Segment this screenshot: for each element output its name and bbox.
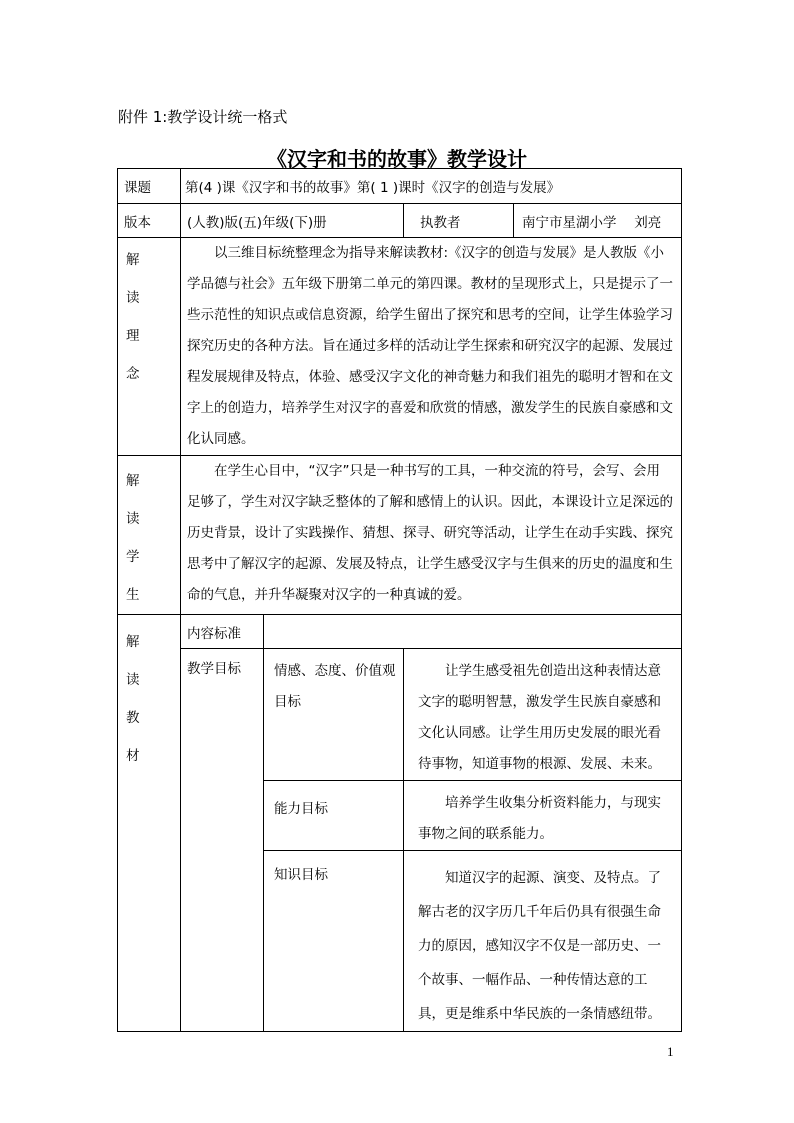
goal-ability-cell — [404, 781, 682, 851]
student-label-char: 生 — [126, 587, 140, 603]
content-standard-value — [264, 615, 682, 649]
edition-row — [118, 204, 682, 238]
goal-emotion-label: 情感、态度、价值观目标 — [264, 649, 404, 781]
lesson-value: 第(4 )课《汉字和书的故事》第( 1 )课时《汉字的创造与发展》 — [181, 169, 682, 204]
student-label — [118, 456, 181, 615]
lesson-row — [118, 169, 682, 204]
material-label-char: 解 — [126, 634, 140, 650]
student-text-cell — [181, 456, 682, 615]
lesson-label: 课题 — [118, 169, 181, 204]
concept-label-char: 理 — [126, 328, 140, 344]
goal-emotion-text: 让学生感受祖先创造出这种表情达意文字的聪明智慧，激发学生民族自豪感和文化认同感。让学生用历史发展的眼光看待事物，知道事物的根源、发展、未来。 — [418, 663, 661, 772]
concept-row — [118, 238, 682, 456]
lesson-design-table — [117, 168, 682, 1032]
material-label-char: 教 — [126, 710, 140, 726]
concept-label — [118, 238, 181, 456]
student-label-char: 读 — [126, 511, 140, 527]
goal-ability-label: 能力目标 — [264, 781, 404, 851]
material-label — [118, 615, 181, 1032]
edition-label: 版本 — [118, 204, 181, 238]
material-label-char: 读 — [126, 672, 140, 688]
attachment-label: 附件 1:教学设计统一格式 — [118, 108, 288, 126]
goal-emotion-cell — [404, 649, 682, 781]
goal-knowledge-label: 知识目标 — [264, 851, 404, 1032]
material-label-char: 材 — [126, 748, 140, 764]
teacher-value: 南宁市星湖小学 刘亮 — [514, 204, 682, 238]
goal-knowledge-cell — [404, 851, 682, 1032]
page-number: 1 — [667, 1044, 674, 1059]
concept-label-char: 念 — [126, 366, 140, 382]
teacher-label: 执教者 — [404, 204, 514, 238]
content-standard-row — [118, 615, 682, 649]
content-standard-label: 内容标准 — [181, 615, 264, 649]
student-label-char: 解 — [126, 473, 140, 489]
teaching-goal-label: 教学目标 — [181, 649, 264, 1032]
concept-label-char: 读 — [126, 290, 140, 306]
goal-row-emotion — [118, 649, 682, 781]
student-label-char: 学 — [126, 549, 140, 565]
student-row — [118, 456, 682, 615]
student-text: 在学生心目中，“汉字”只是一种书写的工具，一种交流的符号，会写、会用足够了，学生对汉字缺乏整体的了解和感情上的认识。因此，本课设计立足深远的历史背景，设计了实践操作、猜想、探寻、研究等活动，让学生在动手实践、探究思考中了解汉字的起源、发展及特点，让学生感受汉字与生俱来的历史的温度和生命的气息，并升华凝聚对汉字的一种真诚的爱。 — [187, 463, 673, 603]
edition-value: (人教)版(五)年级(下)册 — [181, 204, 404, 238]
concept-text: 以三维目标统整理念为指导来解读教材:《汉字的创造与发展》是人教版《小学品德与社会》五年级下册第二单元的第四课。教材的呈现形式上，只是提示了一些示范性的知识点或信息资源，给学生留出了探究和思考的空间，让学生体验学习探究历史的各种方法。旨在通过多样的活动让学生探索和研究汉字的起源、发展过程发展规律及特点，体验、感受汉字文化的神奇魅力和我们祖先的聪明才智和在文字上的创造力，培养学生对汉字的喜爱和欣赏的情感，激发学生的民族自豪感和文化认同感。 — [187, 245, 673, 447]
goal-ability-text: 培养学生收集分析资料能力，与现实事物之间的联系能力。 — [418, 795, 661, 842]
document-title: 《汉字和书的故事》教学设计 — [267, 147, 527, 171]
goal-knowledge-text: 知道汉字的起源、演变、及特点。了解古老的汉字历几千年后仍具有很强生命力的原因，感知汉字不仅是一部历史、一个故事、一幅作品、一种传情达意的工具，更是维系中华民族的一条情感纽带。 — [418, 870, 661, 1022]
concept-text-cell — [181, 238, 682, 456]
concept-label-char: 解 — [126, 252, 140, 268]
